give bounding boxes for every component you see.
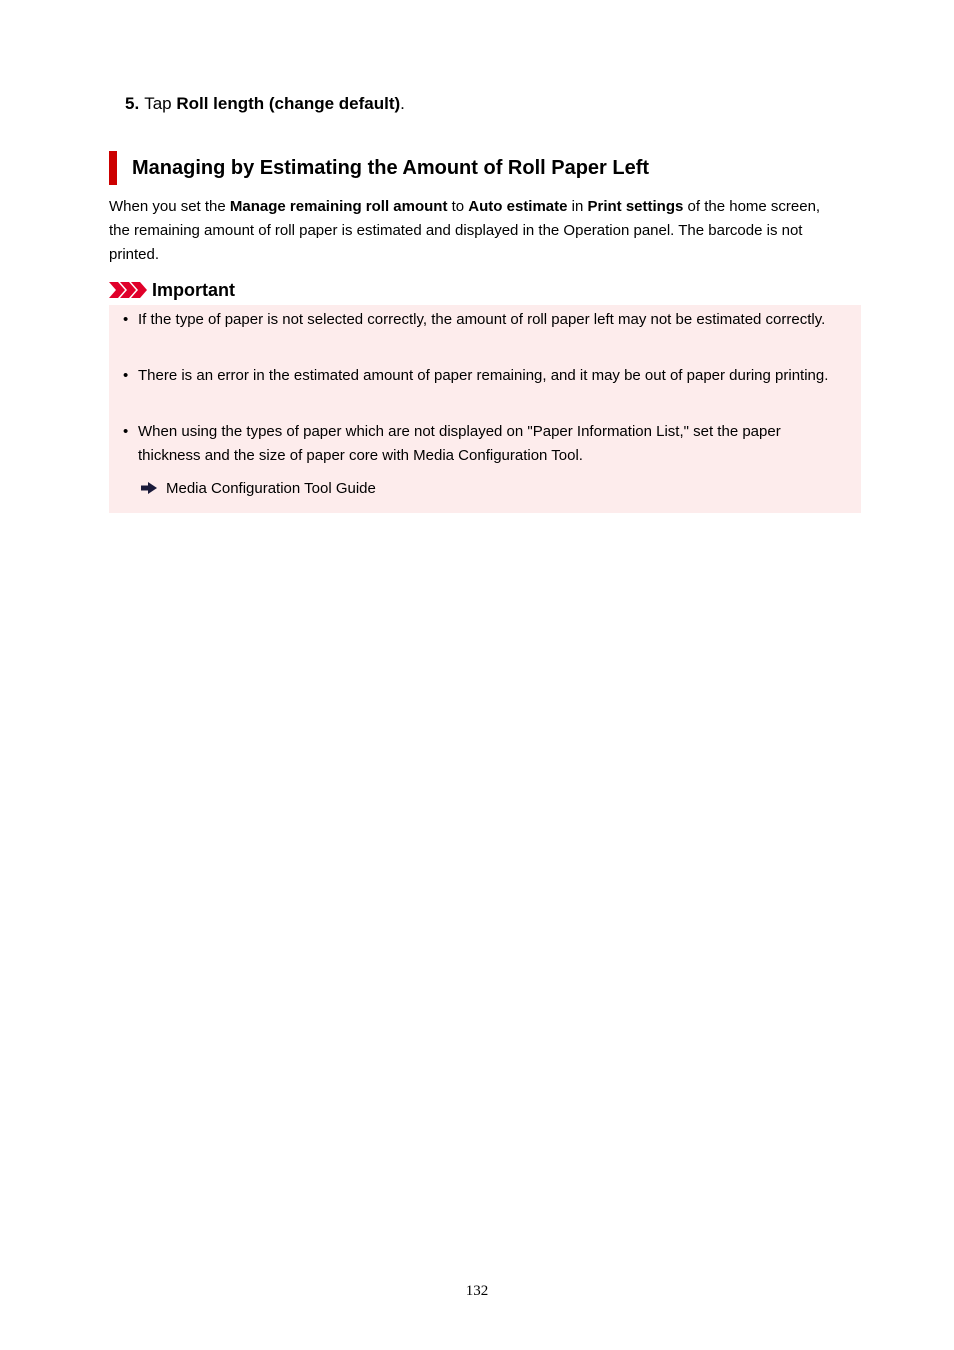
important-heading: [109, 278, 235, 302]
list-item: [123, 420, 843, 468]
page-number: 132: [465, 1283, 489, 1299]
intro-text-4: of the home screen, the remaining amount of roll paper is estimated and displayed in the Operation panel. The barcode is not printed.: [109, 198, 821, 263]
section-title: Managing by Estimating the Amount of Roll Paper Left: [132, 156, 650, 179]
step-number: 5.: [125, 94, 140, 113]
intro-text-1: When you set the: [109, 198, 230, 215]
link-label[interactable]: Media Configuration Tool Guide: [166, 479, 376, 497]
arrow-right-icon: [141, 482, 157, 494]
heading-accent-bar: [109, 151, 117, 185]
step-5: [125, 93, 405, 115]
bullet-glyph: •: [123, 367, 129, 384]
step-suffix: .: [400, 94, 405, 113]
step-prefix: Tap: [144, 94, 177, 113]
intro-bold-1: Manage remaining roll amount: [229, 198, 448, 215]
list-item-text: There is an error in the estimated amount of paper remaining, and it may be out of paper during printing.: [138, 367, 829, 384]
bullet-glyph: •: [123, 423, 129, 440]
bullet-glyph: •: [123, 311, 129, 328]
intro-text-3: in: [567, 198, 588, 215]
intro-paragraph: [109, 195, 829, 267]
intro-bold-3: Print settings: [587, 198, 684, 215]
step-setting-name: Roll length (change default): [176, 94, 401, 113]
important-label: Important: [152, 279, 235, 300]
list-item: [123, 364, 843, 388]
list-item: [123, 308, 843, 332]
intro-bold-2: Auto estimate: [468, 198, 568, 215]
triple-chevron-icon: [109, 282, 148, 298]
list-item-text: If the type of paper is not selected correctly, the amount of roll paper left may not be estimated correctly.: [138, 311, 826, 328]
important-box: [109, 305, 861, 513]
media-configuration-tool-guide-link[interactable]: [141, 476, 376, 500]
intro-text-2: to: [447, 198, 469, 215]
section-heading: [109, 151, 649, 185]
list-item-text: When using the types of paper which are not displayed on "Paper Information List," set the paper thickness and the size of paper core with Media Configuration Tool.: [138, 423, 781, 464]
